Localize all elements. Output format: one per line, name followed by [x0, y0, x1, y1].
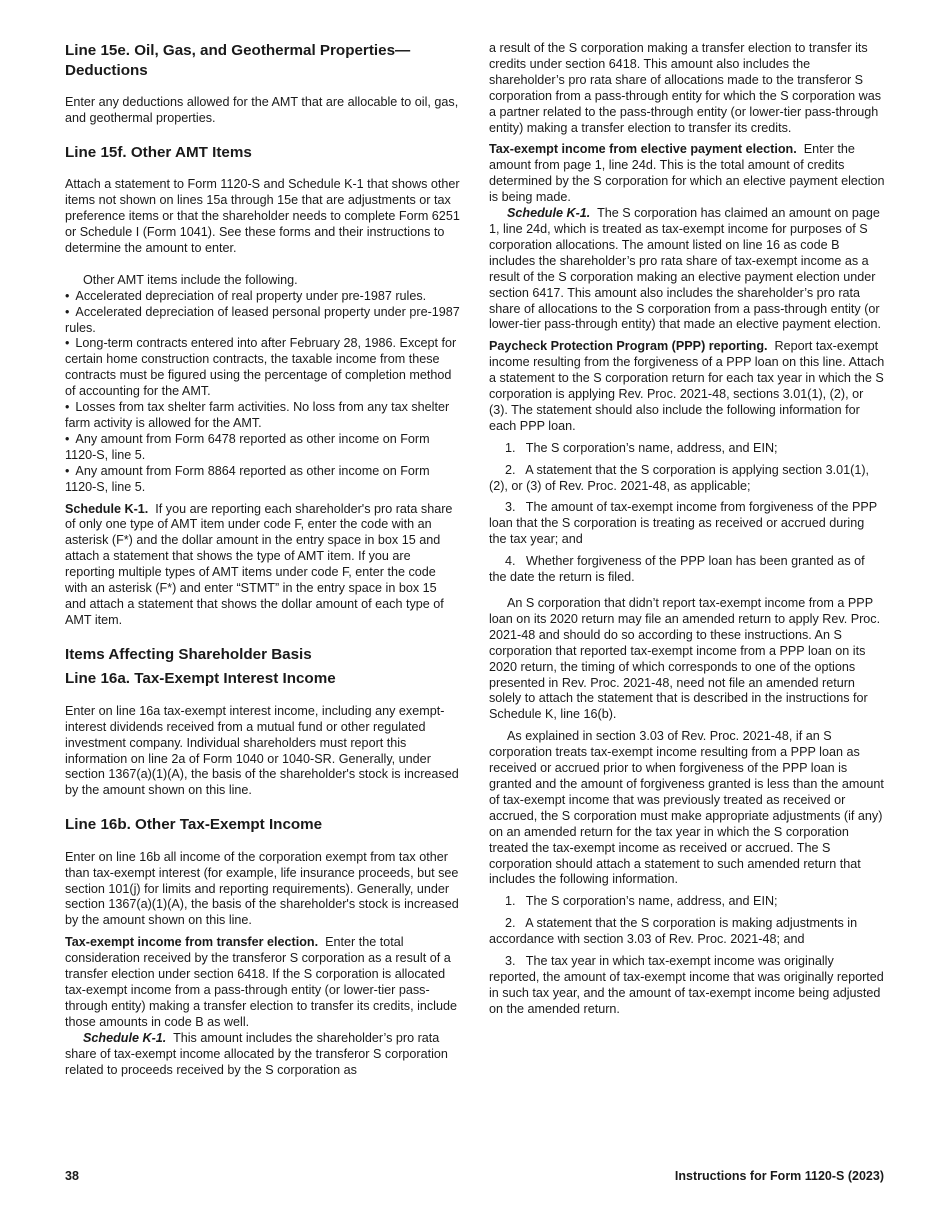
footer-title: Instructions for Form 1120-S (2023)	[674, 1169, 884, 1183]
list-item: • Any amount from Form 6478 reported as other income on Form 1120-S, line 5.	[65, 432, 461, 464]
section-303-paragraph: As explained in section 3.03 of Rev. Proc. 2021-48, if an S corporation treats tax-exempt income resulting from a PPP loan as received or accrued prior to when forgiveness of the PPP loan is granted and the amount of forgiveness granted is less than the amount of tax-exempt income that was previously treated as received or accrued, the S corporation must make appropriate adjustments (if any) on an amended return for the tax year in which the S corporation treated the tax-exempt income as received or accrued. The S corporation should attach a statement to such amended return that includes the following information.	[489, 729, 884, 887]
schedule-k1-label: Schedule K-1.	[65, 501, 149, 516]
list-item: 3. The amount of tax-exempt income from forgiveness of the PPP loan that the S corporation is treating as received or accrued during the tax year; and	[489, 500, 877, 547]
list-item: 4. Whether forgiveness of the PPP loan has been granted as of the date the return is filed.	[489, 554, 865, 585]
list-item: 3. The tax year in which tax-exempt income was originally reported, the amount of tax-exempt income that was originally reported in such tax year, and the amount of tax-exempt income being adjusted on the amended return.	[489, 954, 884, 1016]
heading-line-16b: Line 16b. Other Tax-Exempt Income	[65, 816, 323, 834]
right-column	[489, 41, 885, 1024]
paragraph-line-16b: Enter on line 16b all income of the corporation exempt from tax other than tax-exempt interest (for example, life insurance proceeds, but see section 101(j) for limits and reporting requirements). Generally, under section 1367(a)(1)(A), the basis of the shareholder's stock is increased by the amount shown on this line.	[65, 849, 459, 928]
list-item: • Losses from tax shelter farm activities. No loss from any tax shelter farm activity is allowed for the AMT.	[65, 400, 461, 432]
page-number: 38	[65, 1169, 79, 1183]
amt-intro: Other AMT items include the following.	[83, 272, 298, 287]
elective-payment-paragraph: Tax-exempt income from elective payment election. Enter the amount from page 1, line 24d. This is the total amount of credits determined by the S corporation for which an elective payment election is being made.	[489, 142, 885, 205]
list-item: • Any amount from Form 8864 reported as other income on Form 1120-S, line 5.	[65, 464, 461, 496]
list-item: • Accelerated depreciation of real property under pre-1987 rules.	[65, 289, 461, 305]
paragraph-line-16a: Enter on line 16a tax-exempt interest income, including any exempt-interest dividends received from a mutual fund or other regulated investment company. Individual shareholders must report this information on line 2a of Form 1040 or 1040-SR. Generally, under section 1367(a)(1)(A), the basis of the shareholder's stock is increased by the amount shown on this line.	[65, 703, 459, 798]
adjustment-list	[489, 894, 885, 1017]
list-item: • Long-term contracts entered into after February 28, 1986. Except for certain home construction contracts, the taxable income from these contracts must be figured using the percentage of completion method of accounting for the AMT.	[65, 336, 461, 400]
list-item: 2. A statement that the S corporation is making adjustments in accordance with section 3.03 of Rev. Proc. 2021-48; and	[489, 916, 858, 947]
transfer-election-k1-label: Schedule K-1.	[83, 1030, 167, 1045]
heading-line-15e: Line 15e. Oil, Gas, and Geothermal Properties—Deductions	[65, 42, 411, 79]
elective-payment-k1-paragraph: Schedule K-1. The S corporation has claimed an amount on page 1, line 24d, which is treated as tax-exempt income for purposes of S corporation allocations. The amount listed on line 16 as code B includes the shareholder’s pro rata share of tax-exempt income as a result of the S corporation making an elective payment election under section 6417. This amount also includes the shareholder’s pro rata share of allocations to the S corporation from a pass-through entity (or lower-tier pass-through entity) that made an elective payment election.	[489, 206, 882, 332]
ppp-label: Paycheck Protection Program (PPP) reporting.	[489, 339, 768, 354]
list-item: 1. The S corporation’s name, address, and EIN;	[505, 894, 778, 909]
heading-line-15f: Line 15f. Other AMT Items	[65, 143, 252, 161]
amt-items-list	[65, 289, 461, 496]
schedule-k1-paragraph: Schedule K-1. If you are reporting each shareholder's pro rata share of only one type of AMT item under code F, enter the code with an asterisk (F*) and the dollar amount in the entry space in box 15 and attach a statement that shows the type of AMT item. If you are reporting multiple types of AMT items under code F, enter the code with an asterisk (F*) and enter “STMT” in the entry space in box 15 and attach a statement that shows the dollar amount of each type of AMT item.	[65, 501, 453, 627]
ppp-list	[489, 441, 885, 586]
amended-return-paragraph: An S corporation that didn’t report tax-exempt income from a PPP loan on its 2020 return may file an amended return to apply Rev. Proc. 2021-48 and should do so according to these instructions. An S corporation that reported tax-exempt income from a PPP loan on its 2020 return, the timing of which corresponds to one of the options presented in Rev. Proc. 2021-48, need not file an amended return solely to attach the statement that is described in the instructions for Schedule K, line 16(b).	[489, 596, 881, 722]
ppp-paragraph: Paycheck Protection Program (PPP) reporting. Report tax-exempt income resulting from the forgiveness of a PPP loan on this line. Attach a statement to the S corporation return for each tax year in which the S corporation is applying Rev. Proc. 2021-48, sections 3.01(1), (2), or (3). The statement should also include the following information for each PPP loan.	[489, 339, 885, 433]
list-item: • Accelerated depreciation of leased personal property under pre-1987 rules.	[65, 305, 461, 337]
heading-shareholder-basis: Items Affecting Shareholder Basis	[65, 645, 312, 663]
transfer-election-paragraph: Tax-exempt income from transfer election. Enter the total consideration received by the transferor S corporation as a result of a transfer election under section 6418. If the S corporation is allocated tax-exempt income from a pass-through entity (or lower-tier pass-through entity) making a transfer election to transfer its credits, include those amounts in code B as well.	[65, 935, 457, 1029]
transfer-election-label: Tax-exempt income from transfer election.	[65, 935, 319, 950]
list-item: 2. A statement that the S corporation is applying section 3.01(1), (2), or (3) of Rev. Proc. 2021-48, as applicable;	[489, 462, 870, 493]
paragraph-line-15f: Attach a statement to Form 1120-S and Schedule K-1 that shows other items not shown on lines 15a through 15e that are adjustments or tax preference items or that the shareholder needs to complete Form 6251 or Schedule I (Form 1041). See these forms and their instructions to determine the amount to enter.	[65, 177, 460, 255]
list-item: 1. The S corporation’s name, address, and EIN;	[505, 440, 778, 455]
transfer-election-k1-paragraph: Schedule K-1. This amount includes the shareholder’s pro rata share of tax-exempt income allocated by the transferor S corporation related to proceeds received by the S corporation as	[65, 1030, 448, 1077]
heading-line-16a: Line 16a. Tax-Exempt Interest Income	[65, 670, 336, 688]
elective-payment-k1-label: Schedule K-1.	[507, 206, 591, 221]
transfer-election-continued: a result of the S corporation making a transfer election to transfer its credits under section 6418. This amount also includes the shareholder’s pro rata share of allocations made to the transferor S corporation from a pass-through entity for which the S corporation was a partner related to the pass-through entity (or lower-tier pass-through entity) making a transfer election to transfer its credits.	[489, 41, 881, 135]
left-column	[65, 41, 461, 1078]
elective-payment-label: Tax-exempt income from elective payment election.	[489, 142, 797, 157]
paragraph-line-15e: Enter any deductions allowed for the AMT that are allocable to oil, gas, and geothermal properties.	[65, 95, 459, 125]
